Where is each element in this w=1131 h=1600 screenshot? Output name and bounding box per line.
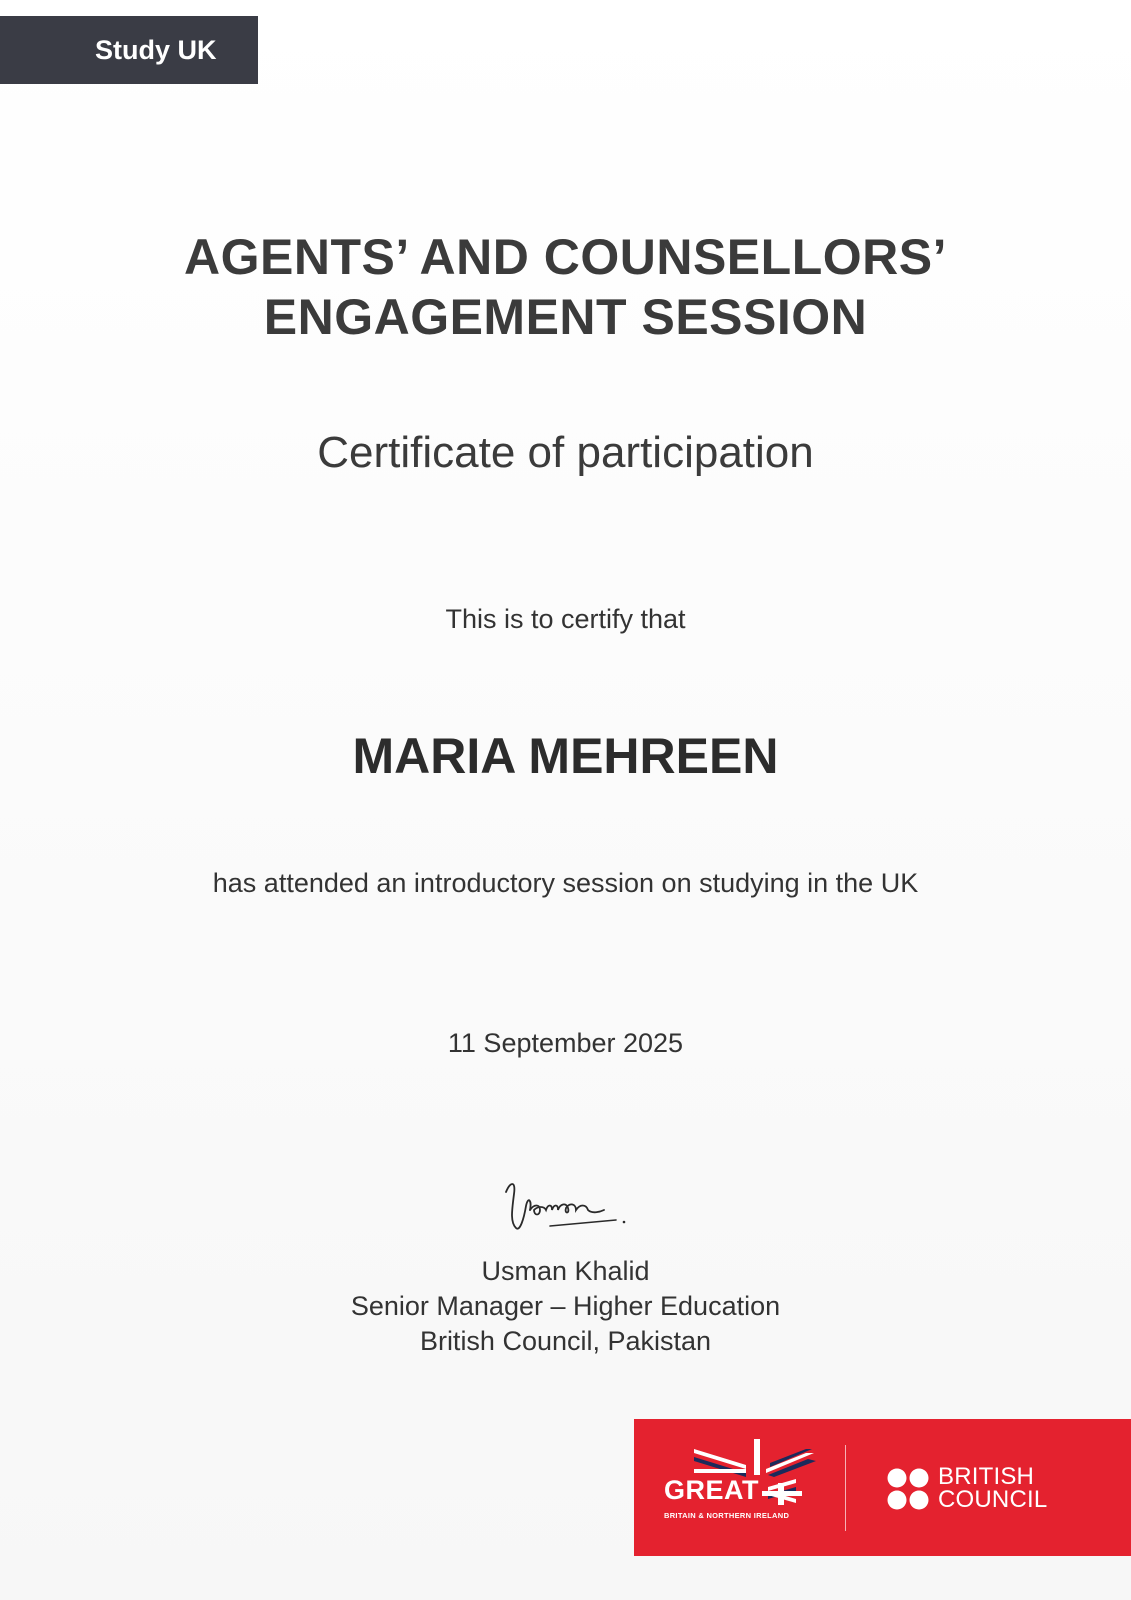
- great-logo-word: GREAT: [664, 1475, 759, 1505]
- handwritten-signature-icon: [500, 1170, 640, 1240]
- british-council-wordmark: [938, 1465, 1047, 1511]
- british-council-four-dots-icon: [886, 1467, 930, 1511]
- great-logo-subtitle: BRITAIN & NORTHERN IRELAND: [664, 1511, 790, 1520]
- study-uk-badge: [0, 16, 258, 84]
- great-britain-logo: [656, 1439, 824, 1539]
- certificate-title-line-2: ENGAGEMENT SESSION: [263, 289, 868, 345]
- logo-divider: [845, 1445, 846, 1531]
- signatory-name: Usman Khalid: [481, 1256, 650, 1286]
- session-date: 11 September 2025: [447, 1028, 684, 1058]
- british-council-line-2: COUNCIL: [938, 1486, 1048, 1513]
- certificate-title-line-1: AGENTS’ AND COUNSELLORS’: [184, 229, 947, 285]
- british-council-line-1: BRITISH: [938, 1463, 1035, 1490]
- footer-logo-band: [634, 1419, 1131, 1556]
- signatory-title: Senior Manager – Higher Education: [350, 1291, 781, 1321]
- study-uk-label: Study UK: [95, 35, 217, 65]
- recipient-name: MARIA MEHREEN: [352, 728, 779, 784]
- certify-text: This is to certify that: [445, 604, 686, 634]
- attendance-text: has attended an introductory session on studying in the UK: [212, 868, 919, 898]
- signatory-organization: British Council, Pakistan: [419, 1326, 712, 1356]
- certificate-subtitle: Certificate of participation: [317, 428, 814, 477]
